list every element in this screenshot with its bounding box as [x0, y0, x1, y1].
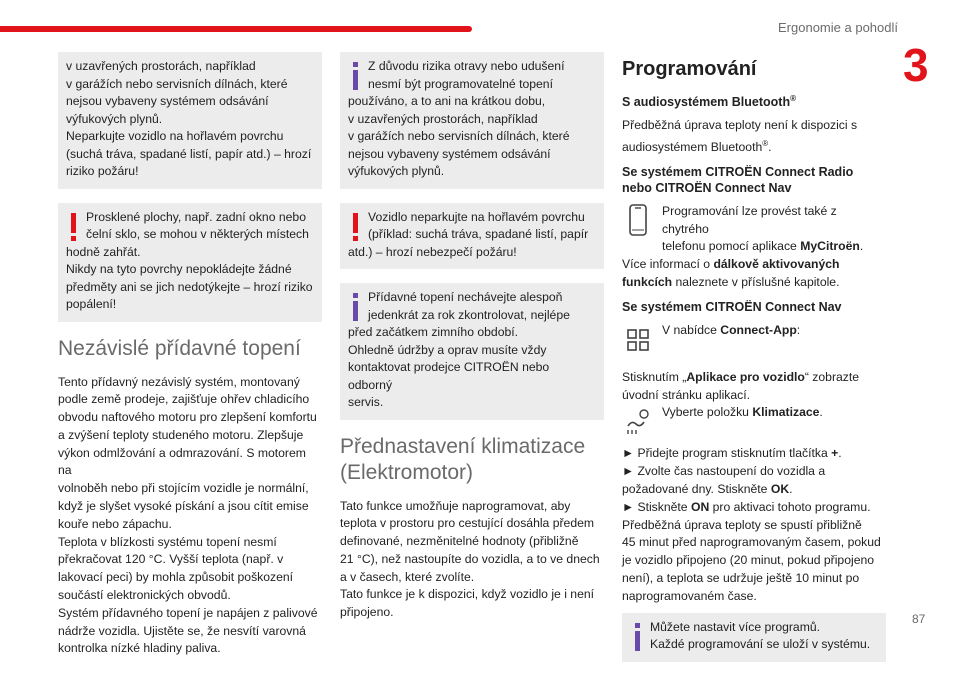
- box-line: riziko požáru!: [66, 164, 139, 178]
- text-part: Vyberte položku: [662, 405, 753, 420]
- smartphone-instruction: [622, 203, 886, 292]
- box-line: předměty ani se jich nedotýkejte – hrozí riziko: [66, 279, 313, 294]
- box-line: Ohledně údržby a oprav musíte vždy: [348, 342, 547, 357]
- warning-icon: [66, 213, 82, 241]
- text-line: lakovací peci) by mohla způsobit poškození: [58, 570, 294, 585]
- box-line: výfukových plynů.: [66, 111, 163, 126]
- box-line: Přídavné topení nechávejte alespoň: [368, 290, 563, 304]
- paragraph: [58, 374, 322, 659]
- box-line: servis.: [348, 395, 384, 409]
- registered-mark: ®: [790, 94, 796, 103]
- column-3: [622, 52, 886, 676]
- text-part: ► Stiskněte: [622, 499, 691, 514]
- box-line: v uzavřených prostorách, například: [66, 59, 256, 73]
- box-line: Vozidlo neparkujte na hořlavém povrchu: [368, 209, 585, 224]
- text-part: pro aktivaci tohoto programu.: [709, 499, 871, 514]
- subheading-line: Se systémem CITROËN Connect Radio: [622, 164, 854, 179]
- text-line: není), a teplota se udržuje ještě 10 minut po: [622, 570, 860, 585]
- connect-app-instruction: [622, 322, 886, 362]
- text-line: 45 minut před naprogramovaným časem, pokud: [622, 535, 881, 550]
- text-line: a v časech, které zvolíte.: [340, 569, 475, 584]
- paragraph: [622, 369, 886, 405]
- text-line: 21 °C), než nastoupíte do vozidla, a to ve dnech: [340, 551, 600, 566]
- text-part: V nabídce: [662, 322, 721, 337]
- emphasis: OK: [770, 481, 790, 496]
- text-line: [622, 274, 886, 292]
- box-line: Každé programování se uloží v systému.: [650, 637, 871, 652]
- emphasis: ON: [690, 499, 710, 514]
- chapter-number: 3: [903, 39, 929, 91]
- subheading-bluetooth: [622, 91, 886, 110]
- text-line: je vozidlo připojeno (20 minut, pokud připojeno: [622, 553, 875, 568]
- section-heading: Nezávislé přídavné topení: [58, 336, 301, 360]
- box-line: čelní sklo, se mohou v některých místech: [86, 227, 309, 241]
- text-line: a zvýšení teploty studeného motoru. Zlepšuje: [58, 427, 304, 442]
- text-line: součástí elektronických obvodů.: [58, 588, 231, 603]
- emphasis: funkcích: [622, 275, 673, 289]
- text-line: úvodní stránku aplikací.: [622, 387, 751, 402]
- text-part: .: [789, 481, 793, 496]
- app-name: MyCitroën: [800, 239, 860, 254]
- box-line: v garážích nebo servisních dílnách, které: [348, 129, 570, 143]
- box-line: popálení!: [66, 297, 117, 311]
- box-line: kontaktovat prodejce CITROËN nebo odborný: [348, 360, 550, 392]
- text-line: Programování lze provést také z chytrého: [662, 203, 837, 236]
- info-icon: [348, 293, 364, 321]
- info-box-3: [622, 613, 886, 662]
- paragraph: [340, 498, 604, 623]
- box-line: atd.) – hrozí nebezpečí požáru!: [348, 244, 517, 259]
- box-line: Prosklené plochy, např. zadní okno nebo: [86, 209, 306, 224]
- text-line: naprogramovaném čase.: [622, 588, 757, 603]
- subheading-connect-radio: [622, 164, 886, 196]
- text-line: překračovat 120 °C. Vyšší teplota (např. v: [58, 552, 284, 567]
- column-1: [58, 52, 322, 665]
- warning-icon: [348, 213, 364, 241]
- text-line: Tato funkce umožňuje naprogramovat, aby: [340, 498, 571, 513]
- subheading-line: nebo CITROËN Connect Nav: [622, 180, 792, 195]
- text-line: [622, 135, 886, 157]
- step-line: [622, 499, 886, 517]
- text-line: Teplota v blízkosti systému topení nesmí: [58, 534, 277, 549]
- info-box-2: [340, 283, 604, 420]
- note-box-1: [58, 52, 322, 189]
- info-box-1: [340, 52, 604, 189]
- text-line: [622, 238, 886, 256]
- warning-box-1: [58, 203, 322, 322]
- text-part: .: [859, 239, 864, 254]
- smartphone-icon: [622, 203, 654, 239]
- registered-mark: ®: [762, 138, 769, 148]
- text-part: audiosystémem Bluetooth: [622, 140, 763, 155]
- steps-list: [622, 445, 886, 516]
- box-line: výfukových plynů.: [348, 164, 445, 178]
- box-line: v garážích nebo servisních dílnách, které: [66, 76, 288, 91]
- paragraph: [622, 517, 886, 606]
- text-line: kouře nebo zápachu.: [58, 516, 172, 531]
- heading-line: (Elektromotor): [340, 460, 474, 484]
- text-part: naleznete v příslušné kapitole.: [672, 275, 840, 289]
- emphasis: +: [831, 446, 839, 461]
- text-line: podle země prodeje, zajišťuje ohřev chladicího: [58, 392, 310, 407]
- text-part: telefonu pomocí aplikace: [662, 239, 801, 254]
- chapter-title: Ergonomie a pohodlí: [778, 20, 898, 35]
- subheading-connect-nav: Se systémem CITROËN Connect Nav: [622, 299, 842, 314]
- text-line: Tento přídavný nezávislý systém, montovaný: [58, 374, 300, 389]
- text-part: ► Přidejte program stisknutím tlačítka: [622, 446, 832, 461]
- text-line: [622, 404, 886, 422]
- text-line: [622, 322, 886, 340]
- box-line: nesmí být programovatelné topení: [368, 76, 553, 91]
- emphasis: dálkově aktivovaných: [713, 257, 840, 272]
- box-line: Můžete nastavit více programů.: [650, 619, 821, 634]
- text-part: Více informací o: [622, 257, 714, 272]
- emphasis: Aplikace pro vozidlo: [686, 369, 805, 384]
- paragraph: [622, 117, 886, 157]
- warning-box-2: [340, 203, 604, 270]
- info-icon: [630, 623, 646, 651]
- menu-name: Connect-App: [720, 322, 797, 337]
- menu-item: Klimatizace: [752, 405, 820, 420]
- box-line: v uzavřených prostorách, například: [348, 111, 538, 126]
- text-line: Předběžná úprava teploty není k dispozici s: [622, 118, 858, 133]
- text-part: Stisknutím „: [622, 369, 687, 384]
- climate-instruction: [622, 404, 886, 438]
- column-2: [340, 52, 604, 629]
- box-line: (příklad: suchá tráva, spadané listí, papír: [368, 227, 589, 241]
- box-line: Z důvodu rizika otravy nebo udušení: [368, 59, 565, 73]
- section-title: Programování: [622, 58, 757, 80]
- box-line: Nikdy na tyto povrchy nepokládejte žádné: [66, 262, 292, 276]
- text-line: připojeno.: [340, 605, 394, 620]
- header-accent-bar: [0, 26, 472, 32]
- box-line: před začátkem zimního období.: [348, 325, 519, 339]
- text-part: “ zobrazte: [804, 369, 860, 384]
- text-part: .: [768, 140, 772, 155]
- box-line: jedenkrát za rok zkontrolovat, nejlépe: [368, 307, 570, 322]
- text-part: ► Zvolte čas nastoupení do vozidla a: [622, 464, 826, 479]
- text-line: výkon odmlžování a odmrazování. S motorem na: [58, 445, 306, 478]
- page-number: 87: [912, 612, 926, 626]
- subheading-text: S audiosystémem Bluetooth: [622, 95, 791, 110]
- apps-grid-icon: [622, 322, 654, 358]
- section-heading: [340, 434, 604, 486]
- text-part: :: [796, 322, 801, 337]
- text-part: .: [838, 446, 842, 461]
- step-line: [622, 445, 886, 463]
- text-part: .: [819, 405, 823, 420]
- text-part: požadované dny. Stiskněte: [622, 481, 771, 496]
- heading-line: Přednastavení klimatizace: [340, 434, 586, 458]
- box-line: nejsou vybaveny systémem odsávání: [348, 146, 551, 161]
- box-line: hodně zahřát.: [66, 244, 141, 259]
- box-line: používáno, a to ani na krátkou dobu,: [348, 94, 546, 108]
- text-line: [622, 256, 886, 274]
- text-line: volnoběh nebo při stojícím vozidle je normální,: [58, 481, 309, 496]
- text-line: kontrolka nízké hladiny paliva.: [58, 641, 221, 656]
- text-line: když je slyšet vysoké pískání a jsou cítit emise: [58, 499, 309, 514]
- text-line: [622, 369, 886, 387]
- text-line: Předběžná úprava teploty se spustí přibližně: [622, 517, 862, 532]
- text-line: teplota v prostoru pro cestující dosáhla předem: [340, 516, 595, 531]
- box-line: Neparkujte vozidlo na hořlavém povrchu: [66, 129, 284, 143]
- box-line: (suchá tráva, spadané listí, papír atd.) – hrozí: [66, 146, 312, 161]
- text-line: definované, nezměnitelné hodnoty (přibližně: [340, 534, 579, 549]
- text-line: Systém přídavného topení je napájen z palivové: [58, 605, 318, 620]
- text-line: obvodu naftového motoru pro zlepšení komfortu: [58, 410, 317, 425]
- box-line: nejsou vybaveny systémem odsávání: [66, 94, 269, 108]
- climate-icon: [622, 404, 654, 440]
- step-line: [622, 481, 886, 499]
- info-icon: [348, 62, 364, 90]
- step-line: [622, 463, 886, 481]
- text-line: Tato funkce je k dispozici, když vozidlo je i není: [340, 587, 595, 602]
- text-line: nádrže vozidla. Ujistěte se, že nesvítí varovná: [58, 623, 306, 638]
